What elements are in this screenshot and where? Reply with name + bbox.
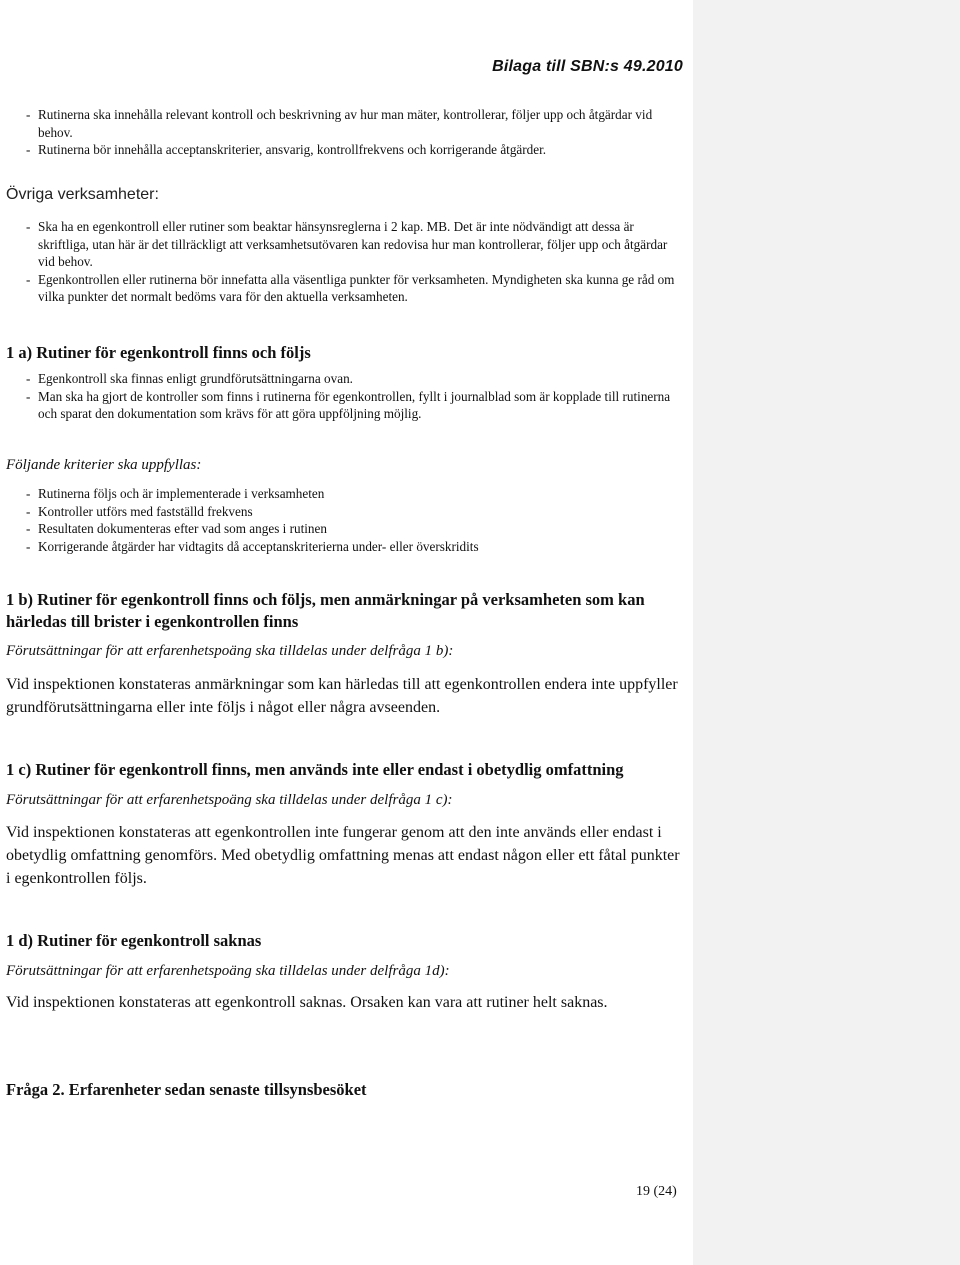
- list-item: - Rutinerna följs och är implementerade i verksamheten: [26, 486, 325, 501]
- section-1d-subheading: Förutsättningar för att erfarenhetspoäng ska tilldelas under delfråga 1d):: [6, 963, 450, 979]
- criteria-label: Följande kriterier ska uppfyllas:: [6, 457, 202, 473]
- list-item: - Rutinerna bör innehålla acceptanskriterier, ansvarig, kontrollfrekvens och korrigerande åtgärder.: [26, 142, 547, 157]
- section-1b-subheading: Förutsättningar för att erfarenhetspoäng ska tilldelas under delfråga 1 b):: [6, 643, 454, 659]
- list-dash: -: [26, 538, 31, 554]
- list-item: - Korrigerande åtgärder har vidtagits då acceptanskriterierna under- eller överskridits: [26, 538, 479, 554]
- section-1b-heading: 1 b) Rutiner för egenkontroll finns och följs, men anmärkningar på verksamheten som kan härledas till brister i egenkontrollen finns: [6, 590, 645, 631]
- section-1d-body: Vid inspektionen konstateras att egenkontroll saknas. Orsaken kan vara att rutiner helt saknas.: [6, 994, 608, 1011]
- list-dash: -: [26, 142, 31, 157]
- list-dash: -: [26, 388, 31, 404]
- document-header-title: Bilaga till SBN:s 49.2010: [492, 58, 683, 75]
- section-1c-subheading: Förutsättningar för att erfarenhetspoäng ska tilldelas under delfråga 1 c):: [6, 792, 453, 808]
- list-dash: -: [26, 371, 31, 386]
- list-dash: -: [26, 486, 31, 501]
- list-item: - Egenkontrollen eller rutinerna bör innefatta alla väsentliga punkter för verksamheten. Myndigheten ska kunna ge råd om vilka punkter det normalt bedöms vara för den aktuella verksamheten.: [26, 271, 675, 304]
- list-dash: -: [26, 107, 31, 122]
- list-dash: -: [26, 503, 31, 519]
- list-item: - Man ska ha gjort de kontroller som finns i rutinerna för egenkontrollen, fyllt i journalblad som är kopplade till rutinerna och sparat den dokumentation som krävs för att göra uppföljning möjlig.: [26, 388, 671, 421]
- list-item: - Resultaten dokumenteras efter vad som anges i rutinen: [26, 521, 327, 536]
- list-item: - Kontroller utförs med fastställd frekvens: [26, 503, 253, 519]
- intro-list: [6, 106, 686, 159]
- margin-panel: [693, 0, 960, 1265]
- criteria-list: [6, 485, 686, 555]
- section-1a-list: [6, 370, 686, 423]
- list-dash: -: [26, 521, 31, 536]
- fraga-2-heading: Fråga 2. Erfarenheter sedan senaste tillsynsbesöket: [6, 1080, 367, 1099]
- list-dash: -: [26, 271, 31, 287]
- section-1c-heading: 1 c) Rutiner för egenkontroll finns, men används inte eller endast i obetydlig omfattning: [6, 760, 624, 779]
- section-1b-body: Vid inspektionen konstateras anmärkningar som kan härledas till att egenkontrollen endera inte uppfyller grundförutsättningarna eller inte följs i något eller några avseenden.: [6, 676, 678, 716]
- list-item: - Ska ha en egenkontroll eller rutiner som beaktar hänsynsreglerna i 2 kap. MB. Det är inte nödvändigt att dessa är skriftliga, utan här är det tillräckligt att verksamhetsutövaren kan redovisa hur man kontrollerar, följer upp och åtgärdar vid behov.: [26, 219, 668, 269]
- section-1a-heading: 1 a) Rutiner för egenkontroll finns och följs: [6, 343, 311, 362]
- list-dash: -: [26, 219, 31, 234]
- list-item: - Egenkontroll ska finnas enligt grundförutsättningarna ovan.: [26, 371, 353, 386]
- list-item: - Rutinerna ska innehålla relevant kontroll och beskrivning av hur man mäter, kontrollerar, följer upp och åtgärdar vid behov.: [26, 107, 653, 140]
- ovriga-label: Övriga verksamheter:: [6, 186, 159, 203]
- section-1c-body: Vid inspektionen konstateras att egenkontrollen inte fungerar genom att den inte används eller endast i obetydlig omfattning genomförs. Med obetydlig omfattning menas att endast någon eller ett fåtal punkter i egenkontrollen följs.: [6, 824, 680, 887]
- section-1d-heading: 1 d) Rutiner för egenkontroll saknas: [6, 931, 262, 950]
- ovriga-list: [6, 218, 686, 306]
- page-number: 19 (24): [636, 1184, 677, 1199]
